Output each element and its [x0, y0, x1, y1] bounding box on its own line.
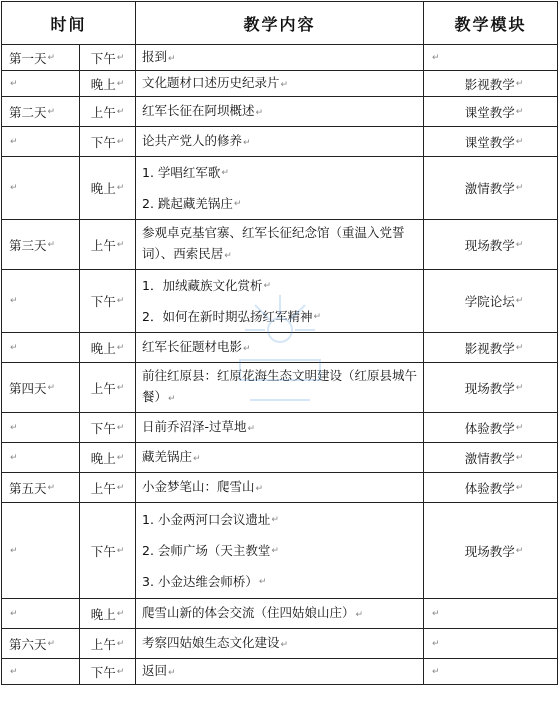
paragraph-mark: ↵ [515, 78, 524, 89]
table-row [2, 97, 558, 127]
period-cell [80, 157, 136, 220]
content-line: 藏羌锅庄↵ [142, 448, 201, 464]
day-cell [2, 363, 80, 413]
module-cell [424, 599, 558, 629]
content-cell [136, 45, 424, 71]
paragraph-mark: ↵ [10, 136, 18, 147]
table-row [2, 503, 558, 599]
module-label: 课堂教学 [464, 104, 515, 120]
content-cell [136, 220, 424, 270]
day-label: 第二天 [9, 104, 47, 120]
period-cell [80, 443, 136, 473]
module-cell [424, 270, 558, 333]
paragraph-mark: ↵ [247, 423, 256, 434]
paragraph-mark: ↵ [280, 79, 289, 90]
period-cell [80, 333, 136, 363]
period-label: 上午 [90, 380, 116, 396]
paragraph-mark: ↵ [271, 514, 279, 525]
paragraph-mark: ↵ [313, 311, 322, 322]
paragraph-mark: ↵ [10, 183, 18, 193]
content-line: 2. 跳起藏羌锅庄 ↵ [136, 188, 423, 219]
content-line: 2. 会师广场（天主教堂 ↵ [136, 535, 423, 566]
paragraph-mark: ↵ [116, 78, 125, 89]
module-cell [424, 333, 558, 363]
content-line: 3. 小金达维会师桥） ↵ [136, 566, 423, 597]
period-cell [80, 97, 136, 127]
period-label: 上午 [90, 237, 116, 253]
content-cell [136, 503, 424, 599]
period-cell [80, 71, 136, 97]
module-cell [424, 659, 558, 685]
day-label: 第六天 [9, 636, 47, 652]
paragraph-mark: ↵ [10, 78, 18, 89]
table-row [2, 127, 558, 157]
paragraph-mark: ↵ [432, 608, 440, 619]
table-row [2, 443, 558, 473]
paragraph-mark: ↵ [255, 107, 264, 118]
paragraph-mark: ↵ [263, 280, 272, 291]
paragraph-mark: ↵ [116, 239, 125, 250]
period-label: 下午 [90, 134, 116, 150]
header-time: 时间 [2, 2, 136, 45]
day-label: 第三天 [9, 237, 47, 253]
module-cell [424, 363, 558, 413]
paragraph-mark: ↵ [116, 666, 125, 677]
content-cell [136, 629, 424, 659]
content-line: 论共产党人的修养↵ [142, 132, 251, 148]
period-cell [80, 45, 136, 71]
paragraph-mark: ↵ [10, 666, 18, 677]
module-cell [424, 503, 558, 599]
paragraph-mark: ↵ [432, 666, 440, 677]
paragraph-mark: ↵ [515, 452, 524, 463]
day-label: 第五天 [9, 480, 47, 496]
content-line: 日前乔沼泽-过草地↵ [142, 418, 256, 434]
day-label: 第一天 [9, 50, 47, 66]
content-line: 返回↵ [142, 662, 176, 678]
paragraph-mark: ↵ [432, 638, 440, 649]
module-label: 体验教学 [464, 420, 515, 436]
paragraph-mark: ↵ [280, 639, 289, 650]
paragraph-mark: ↵ [10, 545, 18, 556]
paragraph-mark: ↵ [116, 296, 125, 306]
period-cell [80, 503, 136, 599]
day-cell [2, 45, 80, 71]
content-cell [136, 473, 424, 503]
paragraph-mark: ↵ [116, 183, 125, 193]
period-cell [80, 629, 136, 659]
period-cell [80, 599, 136, 629]
module-cell [424, 157, 558, 220]
content-cell [136, 71, 424, 97]
header-row [2, 2, 558, 45]
content-cell [136, 333, 424, 363]
day-cell [2, 629, 80, 659]
period-label: 上午 [90, 104, 116, 120]
period-label: 下午 [90, 543, 116, 559]
day-cell [2, 97, 80, 127]
module-cell [424, 220, 558, 270]
paragraph-mark: ↵ [221, 167, 229, 178]
table-row [2, 473, 558, 503]
paragraph-mark: ↵ [10, 422, 18, 433]
period-label: 晚上 [90, 450, 116, 466]
paragraph-mark: ↵ [243, 137, 251, 148]
paragraph-mark: ↵ [10, 452, 18, 463]
paragraph-mark: ↵ [116, 608, 125, 619]
module-label: 现场教学 [464, 543, 515, 559]
paragraph-mark: ↵ [515, 106, 524, 117]
day-cell [2, 659, 80, 685]
content-line: 报到↵ [142, 48, 176, 64]
module-cell [424, 443, 558, 473]
day-cell [2, 220, 80, 270]
paragraph-mark: ↵ [355, 609, 364, 620]
paragraph-mark: ↵ [116, 545, 125, 556]
content-cell [136, 413, 424, 443]
module-label: 影视教学 [464, 76, 515, 92]
content-line: 小金梦笔山：爬雪山↵ [142, 478, 264, 494]
content-line: 1. 小金两河口会议遗址 ↵ [136, 504, 423, 535]
paragraph-mark: ↵ [193, 453, 201, 464]
paragraph-mark: ↵ [116, 52, 125, 63]
day-cell [2, 413, 80, 443]
table-row [2, 220, 558, 270]
paragraph-mark: ↵ [224, 251, 232, 261]
period-label: 下午 [90, 50, 116, 66]
paragraph-mark: ↵ [10, 296, 18, 306]
content-cell [136, 443, 424, 473]
paragraph-mark: ↵ [271, 545, 279, 556]
day-cell [2, 599, 80, 629]
paragraph-mark: ↵ [258, 576, 267, 587]
paragraph-mark: ↵ [168, 394, 176, 404]
content-line: 1. 学唱红军歌 ↵ [136, 157, 423, 188]
period-label: 晚上 [90, 606, 116, 622]
period-cell [80, 659, 136, 685]
table-row [2, 157, 558, 220]
paragraph-mark: ↵ [116, 422, 125, 433]
paragraph-mark: ↵ [233, 198, 242, 209]
paragraph-mark: ↵ [515, 482, 524, 493]
table-row [2, 363, 558, 413]
period-label: 晚上 [90, 76, 116, 92]
content-cell [136, 270, 424, 333]
content-cell [136, 599, 424, 629]
content-line: 考察四姑娘生态文化建设↵ [142, 634, 289, 650]
content-cell [136, 97, 424, 127]
content-line: 参观卓克基官寨、红军长征纪念馆（重温入党誓词）、西索民居↵ [142, 225, 405, 261]
table-row [2, 333, 558, 363]
module-label: 现场教学 [464, 380, 515, 396]
day-cell [2, 333, 80, 363]
header-module: 教学模块 [424, 2, 558, 45]
period-cell [80, 270, 136, 333]
table-row [2, 270, 558, 333]
paragraph-mark: ↵ [515, 136, 524, 147]
paragraph-mark: ↵ [116, 342, 125, 353]
period-label: 上午 [90, 636, 116, 652]
module-label: 影视教学 [464, 340, 515, 356]
period-cell [80, 220, 136, 270]
paragraph-mark: ↵ [515, 296, 524, 306]
paragraph-mark: ↵ [243, 343, 251, 354]
module-label: 激情教学 [464, 450, 515, 466]
paragraph-mark: ↵ [168, 667, 176, 678]
period-label: 下午 [90, 420, 116, 436]
module-label: 激情教学 [464, 181, 515, 196]
day-cell [2, 473, 80, 503]
day-label: 第四天 [9, 380, 47, 396]
paragraph-mark: ↵ [10, 608, 18, 619]
table-row [2, 599, 558, 629]
paragraph-mark: ↵ [47, 382, 56, 393]
module-cell [424, 97, 558, 127]
paragraph-mark: ↵ [515, 342, 524, 353]
day-cell [2, 503, 80, 599]
paragraph-mark: ↵ [47, 106, 56, 117]
module-cell [424, 45, 558, 71]
paragraph-mark: ↵ [116, 452, 125, 463]
table-row [2, 629, 558, 659]
content-line: 红军长征题材电影↵ [142, 338, 251, 354]
paragraph-mark: ↵ [515, 422, 524, 433]
module-cell [424, 473, 558, 503]
paragraph-mark: ↵ [515, 239, 524, 250]
module-label: 课堂教学 [464, 134, 515, 150]
period-label: 上午 [90, 480, 116, 496]
module-label: 学院论坛 [464, 294, 515, 309]
table-row [2, 45, 558, 71]
period-label: 晚上 [90, 340, 116, 356]
table-row [2, 413, 558, 443]
paragraph-mark: ↵ [47, 239, 56, 250]
period-label: 晚上 [90, 181, 116, 196]
paragraph-mark: ↵ [515, 382, 524, 393]
content-line: 文化题材口述历史纪录片↵ [142, 74, 289, 90]
period-label: 下午 [90, 294, 116, 309]
paragraph-mark: ↵ [116, 638, 125, 649]
paragraph-mark: ↵ [515, 183, 524, 193]
period-cell [80, 363, 136, 413]
content-line: 1．加绒藏族文化赏析 ↵ [136, 270, 423, 301]
content-cell [136, 127, 424, 157]
paragraph-mark: ↵ [168, 53, 176, 64]
period-cell [80, 473, 136, 503]
table-row [2, 71, 558, 97]
day-cell [2, 71, 80, 97]
paragraph-mark: ↵ [116, 106, 125, 117]
content-line: 爬雪山新的体会交流（住四姑娘山庄）↵ [142, 604, 364, 620]
content-cell [136, 659, 424, 685]
day-cell [2, 127, 80, 157]
content-line: 红军长征在阿坝概述↵ [142, 102, 264, 118]
table-row [2, 659, 558, 685]
module-cell [424, 629, 558, 659]
content-cell [136, 363, 424, 413]
schedule-body [2, 45, 558, 685]
day-cell [2, 443, 80, 473]
paragraph-mark: ↵ [432, 52, 440, 63]
paragraph-mark: ↵ [515, 545, 524, 556]
content-line: 2．如何在新时期弘扬红军精神 ↵ [136, 301, 423, 332]
paragraph-mark: ↵ [116, 136, 125, 147]
schedule-table [1, 1, 558, 685]
module-cell [424, 71, 558, 97]
day-cell [2, 157, 80, 220]
module-label: 体验教学 [464, 480, 515, 496]
header-content: 教学内容 [136, 2, 424, 45]
content-cell [136, 157, 424, 220]
period-cell [80, 127, 136, 157]
period-cell [80, 413, 136, 443]
paragraph-mark: ↵ [255, 483, 264, 494]
paragraph-mark: ↵ [47, 52, 56, 63]
day-cell [2, 270, 80, 333]
content-line: 前往红原县：红原花海生态文明建设（红原县城午餐）↵ [142, 368, 418, 404]
period-label: 下午 [90, 664, 116, 680]
module-label: 现场教学 [464, 237, 515, 253]
paragraph-mark: ↵ [10, 342, 18, 353]
paragraph-mark: ↵ [47, 638, 56, 649]
paragraph-mark: ↵ [47, 482, 56, 493]
module-cell [424, 413, 558, 443]
paragraph-mark: ↵ [116, 382, 125, 393]
paragraph-mark: ↵ [116, 482, 125, 493]
module-cell [424, 127, 558, 157]
